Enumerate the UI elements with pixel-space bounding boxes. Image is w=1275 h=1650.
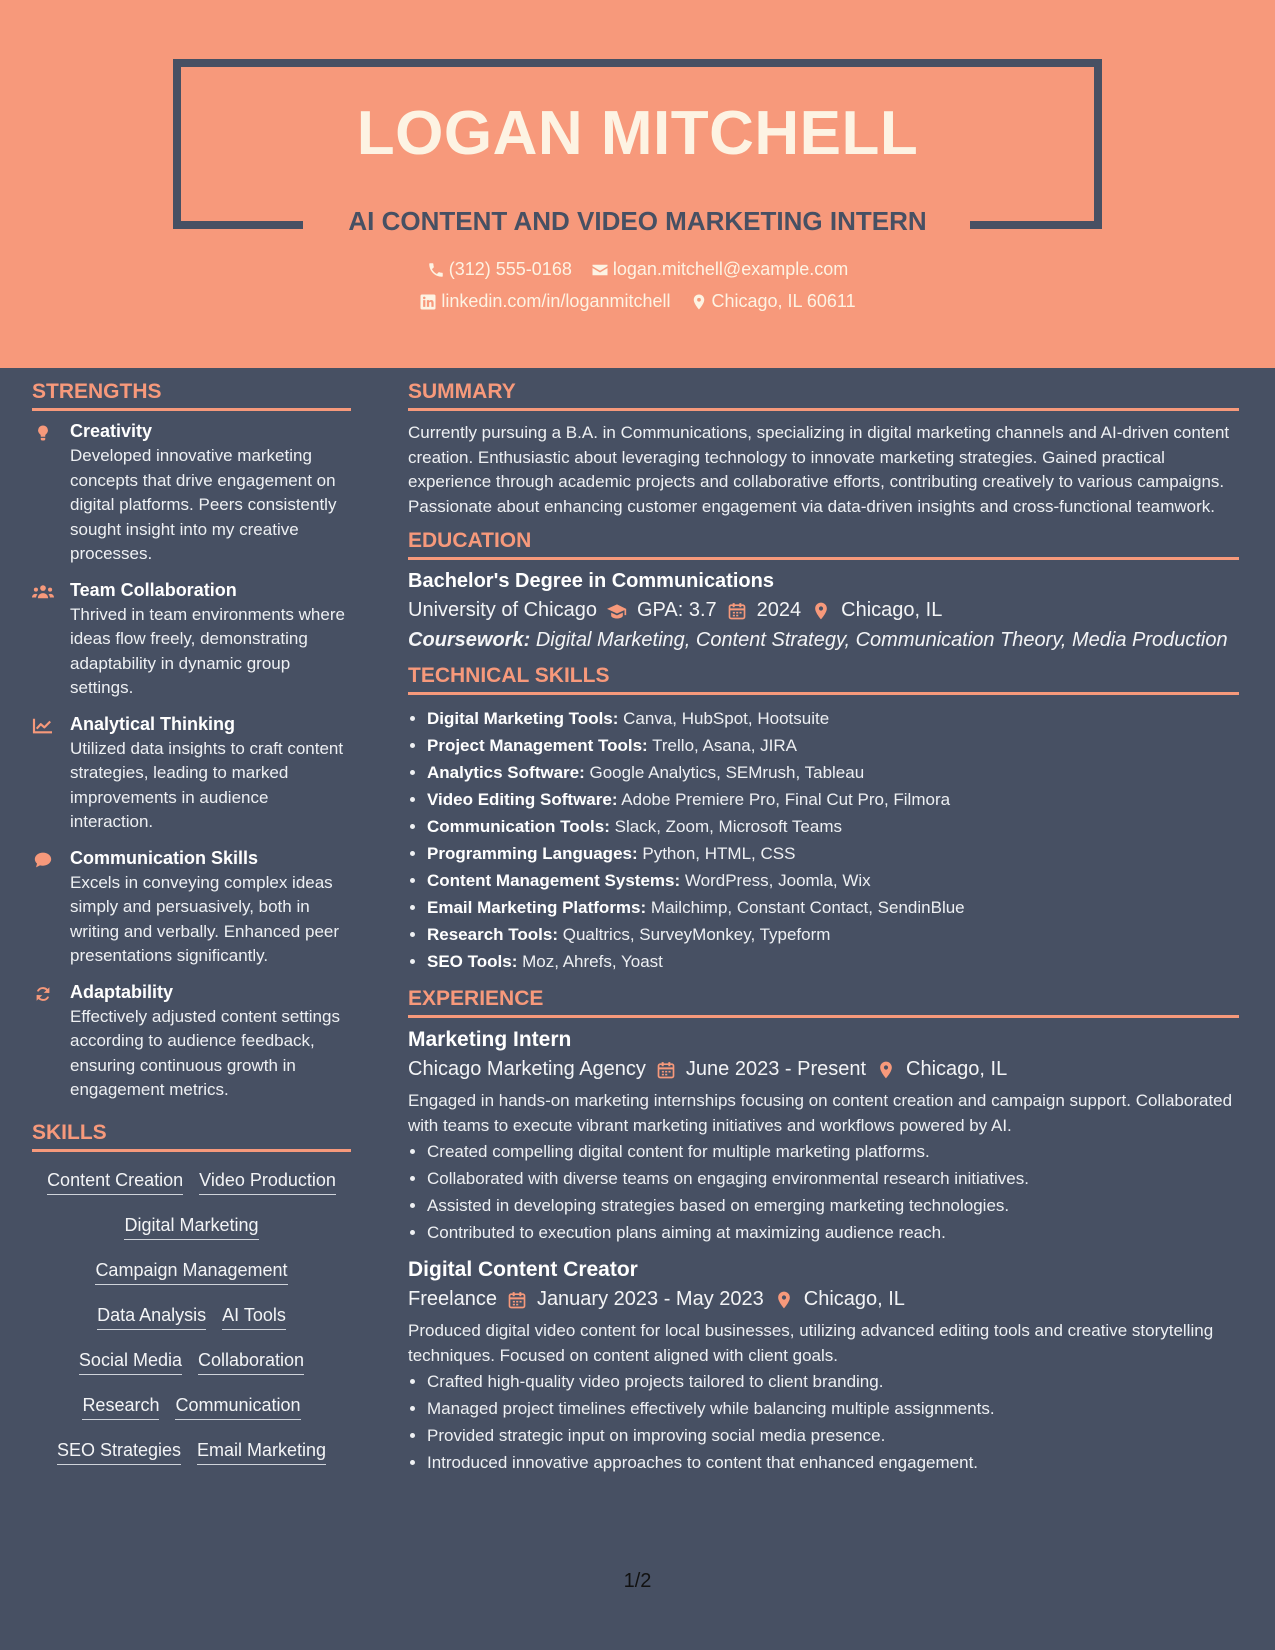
strength-title: Creativity bbox=[70, 421, 153, 441]
job-description: Produced digital video content for local businesses, utilizing advanced editing tools and creative storytelling techniques. Focused on content aligned with client goals. bbox=[408, 1321, 1214, 1365]
job-bullets bbox=[408, 1138, 1239, 1246]
skill-value: Slack, Zoom, Microsoft Teams bbox=[614, 817, 842, 836]
skill-label: Video Editing Software: bbox=[427, 790, 618, 809]
list-item: • Introduced innovative approaches to content that enhanced engagement. bbox=[427, 1449, 1239, 1476]
list-item: • Collaborated with diverse teams on engaging environmental research initiatives. bbox=[427, 1165, 1239, 1192]
degree-name: Bachelor's Degree in Communications bbox=[408, 570, 774, 592]
skills-list bbox=[32, 1162, 351, 1470]
users-icon bbox=[32, 583, 54, 601]
list-item bbox=[427, 921, 1239, 948]
list-item bbox=[427, 948, 1239, 975]
job-dates: January 2023 - May 2023 bbox=[536, 1288, 764, 1310]
skill-tag: Collaboration bbox=[198, 1350, 304, 1375]
skill-tag: Communication bbox=[175, 1395, 300, 1420]
skill-label: SEO Tools: bbox=[427, 952, 518, 971]
list-item bbox=[427, 759, 1239, 786]
strength-item bbox=[32, 421, 351, 567]
experience-heading: EXPERIENCE bbox=[408, 987, 1239, 1018]
coursework-label: Coursework: bbox=[408, 629, 531, 651]
skill-value: Trello, Asana, JIRA bbox=[652, 736, 798, 755]
strength-item bbox=[32, 982, 351, 1103]
envelope-icon bbox=[591, 261, 609, 279]
sync-icon bbox=[32, 985, 54, 1003]
skill-tag: Data Analysis bbox=[97, 1305, 206, 1330]
skill-tag: Content Creation bbox=[47, 1170, 183, 1195]
skills-heading: SKILLS bbox=[32, 1121, 351, 1152]
job-meta bbox=[408, 1288, 1239, 1311]
job-title: Digital Content Creator bbox=[408, 1258, 638, 1281]
list-item: • Managed project timelines effectively while balancing multiple assignments. bbox=[427, 1395, 1239, 1422]
list-item bbox=[427, 840, 1239, 867]
skill-tag: Email Marketing bbox=[197, 1440, 326, 1465]
skills-row bbox=[32, 1440, 351, 1470]
linkedin-text: linkedin.com/in/loganmitchell bbox=[441, 291, 671, 311]
map-marker-icon bbox=[774, 1290, 794, 1310]
technical-skills-heading: TECHNICAL SKILLS bbox=[408, 664, 1239, 695]
location-text: Chicago, IL 60611 bbox=[711, 291, 856, 311]
skill-tag: Research bbox=[82, 1395, 159, 1420]
strength-text: Utilized data insights to craft content strategies, leading to marked improvements in audience interaction. bbox=[70, 738, 344, 831]
list-item: • Provided strategic input on improving social media presence. bbox=[427, 1422, 1239, 1449]
job-title-heading: AI CONTENT AND VIDEO MARKETING INTERN bbox=[348, 206, 927, 236]
linkedin-icon bbox=[419, 293, 437, 311]
strength-text: Developed innovative marketing concepts that drive engagement on digital platforms. Peers consistently sought insight into my creative processes. bbox=[70, 446, 337, 563]
skills-row bbox=[32, 1170, 351, 1200]
strength-title: Communication Skills bbox=[70, 847, 259, 868]
skill-tag: AI Tools bbox=[222, 1305, 286, 1330]
skill-label: Content Management Systems: bbox=[427, 871, 681, 890]
skill-label: Communication Tools: bbox=[427, 817, 610, 836]
job-entry bbox=[408, 1258, 1239, 1476]
skill-value: Canva, HubSpot, Hootsuite bbox=[623, 709, 830, 728]
gpa-text: GPA: 3.7 bbox=[636, 599, 717, 621]
list-item bbox=[427, 786, 1239, 813]
skill-tag: Campaign Management bbox=[95, 1260, 287, 1285]
skills-row bbox=[32, 1395, 351, 1425]
lightbulb-icon bbox=[32, 424, 54, 442]
skills-row bbox=[32, 1260, 351, 1290]
skill-tag: Video Production bbox=[199, 1170, 336, 1195]
strengths-heading: STRENGTHS bbox=[32, 380, 351, 411]
job-description: Engaged in hands-on marketing internships focusing on content creation and campaign support. Collaborated with teams to execute vibrant marketing initiatives and workflows powered by AI. bbox=[408, 1091, 1233, 1135]
calendar-icon bbox=[507, 1290, 527, 1310]
strength-item bbox=[32, 580, 351, 701]
company-name: Chicago Marketing Agency bbox=[408, 1058, 646, 1080]
linkedin-contact[interactable] bbox=[419, 291, 670, 312]
graduation-year: 2024 bbox=[756, 599, 802, 621]
coursework bbox=[408, 629, 1239, 652]
job-entry bbox=[408, 1028, 1239, 1246]
candidate-name: LOGAN MITCHELL bbox=[356, 99, 919, 168]
comment-icon bbox=[32, 851, 54, 869]
list-item: • Assisted in developing strategies based on emerging marketing technologies. bbox=[427, 1192, 1239, 1219]
skill-value: Mailchimp, Constant Contact, SendinBlue bbox=[650, 898, 965, 917]
list-item bbox=[427, 867, 1239, 894]
technical-skills-list bbox=[408, 705, 1239, 975]
job-meta bbox=[408, 1058, 1239, 1081]
school-name: University of Chicago bbox=[408, 599, 597, 621]
education-heading: EDUCATION bbox=[408, 529, 1239, 560]
strength-text: Effectively adjusted content settings according to audience feedback, ensuring continuous growth in engagement metrics. bbox=[70, 1006, 340, 1099]
list-item: • Created compelling digital content for multiple marketing platforms. bbox=[427, 1138, 1239, 1165]
job-location: Chicago, IL bbox=[803, 1288, 905, 1310]
skill-label: Email Marketing Platforms: bbox=[427, 898, 647, 917]
skill-value: Adobe Premiere Pro, Final Cut Pro, Filmora bbox=[621, 790, 951, 809]
coursework-list: Digital Marketing, Content Strategy, Communication Theory, Media Production bbox=[535, 629, 1228, 651]
email-text: logan.mitchell@example.com bbox=[612, 259, 849, 279]
phone-contact bbox=[427, 259, 572, 280]
list-item: • Crafted high-quality video projects tailored to client branding. bbox=[427, 1368, 1239, 1395]
job-location: Chicago, IL bbox=[906, 1058, 1008, 1080]
skill-label: Research Tools: bbox=[427, 925, 559, 944]
strength-text: Excels in conveying complex ideas simply and persuasively, both in writing and verbally. Enhanced peer presentations significantly. bbox=[70, 872, 340, 965]
job-dates: June 2023 - Present bbox=[685, 1058, 867, 1080]
skill-tag: Digital Marketing bbox=[124, 1215, 258, 1240]
list-item bbox=[427, 894, 1239, 921]
chart-line-icon bbox=[32, 717, 54, 735]
right-column bbox=[408, 380, 1239, 1488]
skill-value: WordPress, Joomla, Wix bbox=[684, 871, 871, 890]
page-number: 1/2 bbox=[623, 1570, 652, 1592]
skill-value: Python, HTML, CSS bbox=[642, 844, 796, 863]
skill-value: Qualtrics, SurveyMonkey, Typeform bbox=[562, 925, 831, 944]
skill-label: Programming Languages: bbox=[427, 844, 638, 863]
company-name: Freelance bbox=[408, 1288, 497, 1310]
summary-heading: SUMMARY bbox=[408, 380, 1239, 411]
job-title: Marketing Intern bbox=[408, 1028, 572, 1051]
phone-text: (312) 555-0168 bbox=[448, 259, 572, 279]
calendar-icon bbox=[727, 601, 747, 621]
strength-item bbox=[32, 714, 351, 835]
school-location: Chicago, IL bbox=[841, 599, 943, 621]
strength-text: Thrived in team environments where ideas flow freely, demonstrating adaptability in dynamic group settings. bbox=[70, 604, 345, 697]
skill-value: Moz, Ahrefs, Yoast bbox=[522, 952, 663, 971]
calendar-icon bbox=[656, 1060, 676, 1080]
skill-tag: SEO Strategies bbox=[57, 1440, 181, 1465]
skill-label: Digital Marketing Tools: bbox=[427, 709, 619, 728]
left-column bbox=[32, 380, 351, 1485]
resume-header bbox=[0, 0, 1275, 368]
job-bullets bbox=[408, 1368, 1239, 1476]
list-item bbox=[427, 813, 1239, 840]
skill-label: Analytics Software: bbox=[427, 763, 585, 782]
strength-title: Adaptability bbox=[70, 981, 174, 1002]
location-contact bbox=[690, 291, 856, 312]
strength-title: Analytical Thinking bbox=[70, 713, 236, 734]
strength-title: Team Collaboration bbox=[70, 579, 237, 600]
contact-line-1 bbox=[0, 259, 1275, 284]
email-contact[interactable] bbox=[591, 259, 848, 280]
list-item: • Contributed to execution plans aiming at maximizing audience reach. bbox=[427, 1219, 1239, 1246]
contact-line-2 bbox=[0, 291, 1275, 316]
list-item bbox=[427, 732, 1239, 759]
graduation-cap-icon bbox=[607, 601, 627, 621]
map-marker-icon bbox=[811, 601, 831, 621]
skill-value: Google Analytics, SEMrush, Tableau bbox=[589, 763, 865, 782]
skill-label: Project Management Tools: bbox=[427, 736, 648, 755]
skills-row bbox=[32, 1305, 351, 1335]
list-item bbox=[427, 705, 1239, 732]
skills-row bbox=[32, 1350, 351, 1380]
phone-icon bbox=[427, 261, 445, 279]
map-marker-icon bbox=[876, 1060, 896, 1080]
skills-row bbox=[32, 1215, 351, 1245]
strength-item bbox=[32, 848, 351, 969]
education-meta bbox=[408, 599, 1239, 622]
skill-tag: Social Media bbox=[79, 1350, 182, 1375]
summary-text: Currently pursuing a B.A. in Communications, specializing in digital marketing channels and AI-driven content creation. Enthusiastic about leveraging technology to innovate marketing strategies. Gained practical experience through academic projects and collaborative efforts, contributing creatively to various campaigns. Passionate about enhancing customer engagement via data-driven insights and cross-functional teamwork. bbox=[408, 423, 1230, 516]
map-marker-icon bbox=[690, 293, 708, 311]
